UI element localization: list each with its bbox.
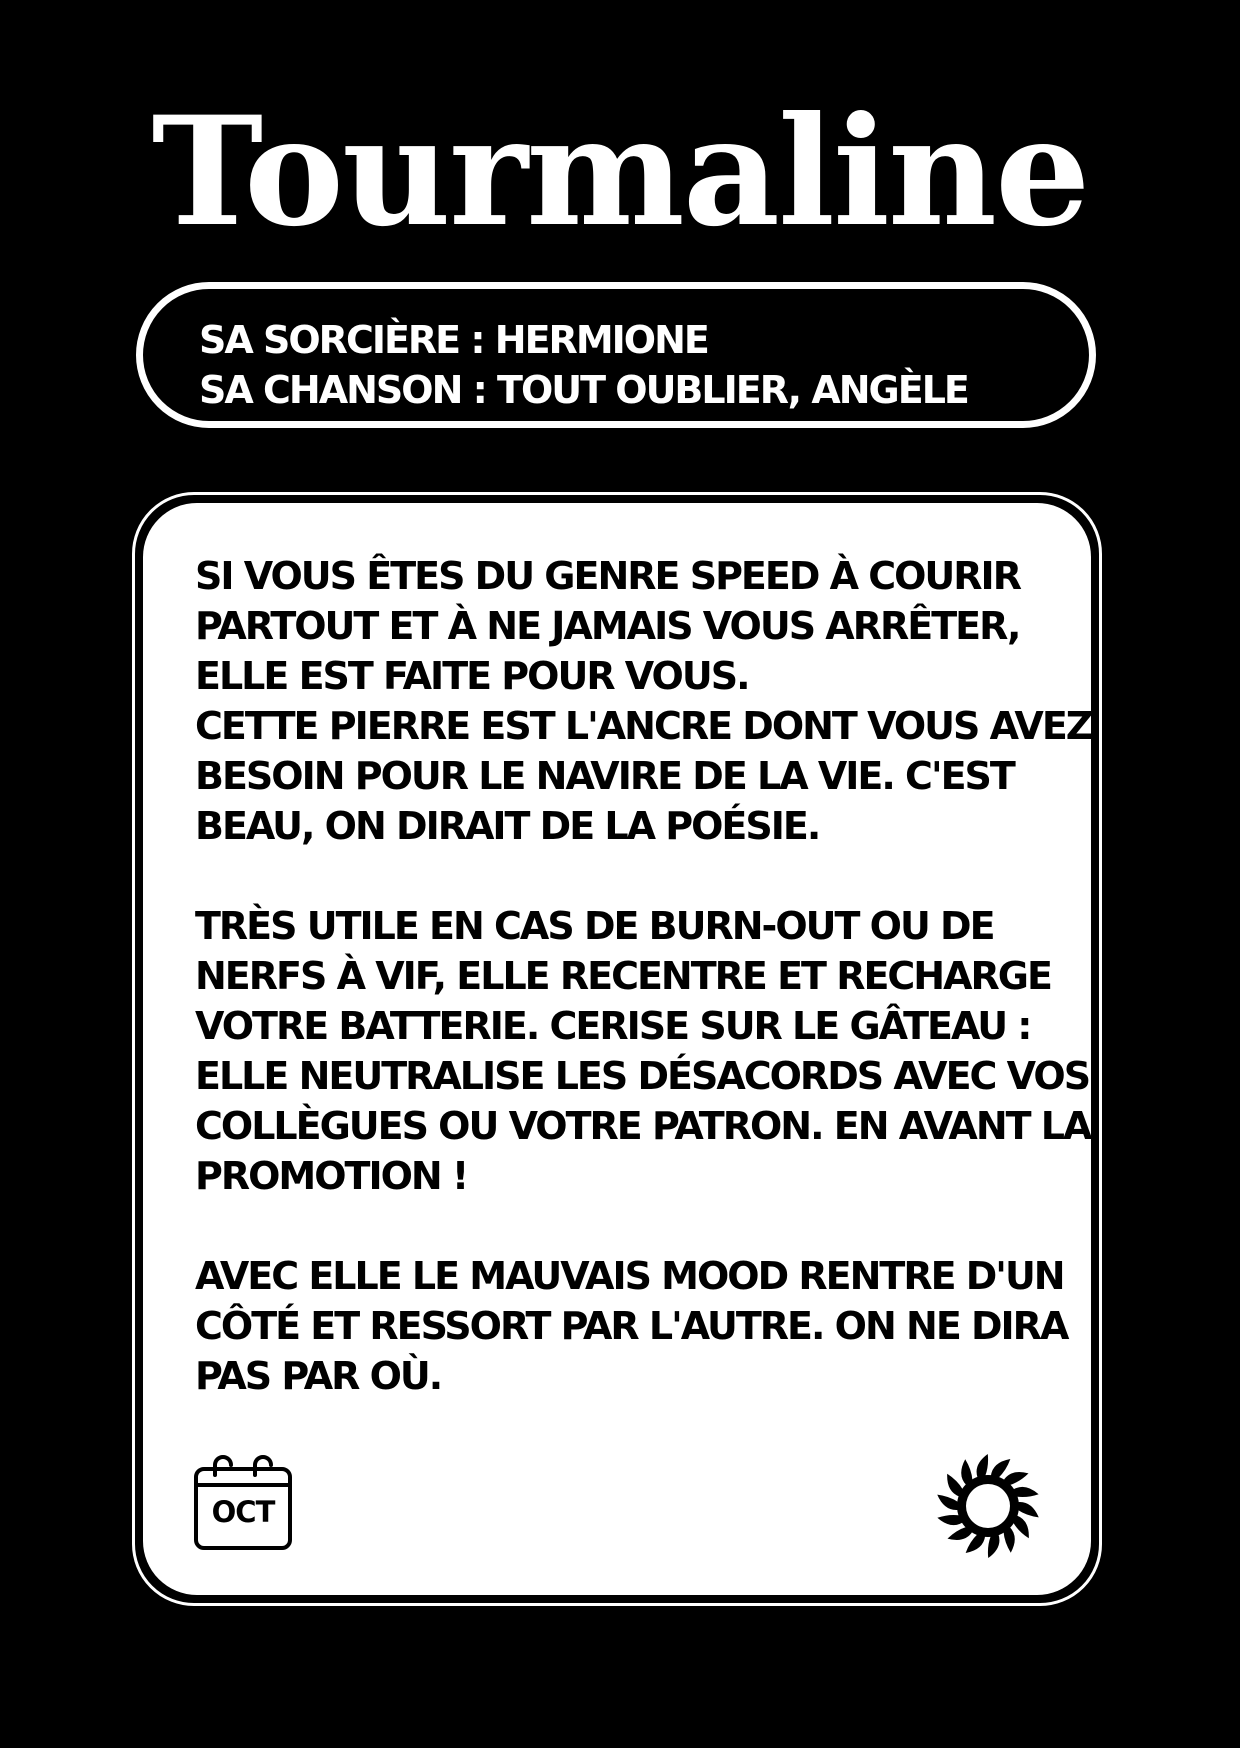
text-line: PARTOUT ET À NE JAMAIS VOUS ARRÊTER,: [195, 604, 1020, 648]
text-line: COLLÈGUES OU VOTRE PATRON. EN AVANT LA: [195, 1104, 1091, 1148]
text-line: BESOIN POUR LE NAVIRE DE LA VIE. C'EST: [195, 754, 1014, 798]
song-line: SA CHANSON : TOUT OUBLIER, ANGÈLE: [199, 368, 968, 412]
text-line: PAS PAR OÙ.: [195, 1354, 442, 1398]
sun-icon: [933, 1451, 1043, 1561]
text-line: VOTRE BATTERIE. CERISE SUR LE GÂTEAU :: [195, 1004, 1031, 1048]
sun-disc: [966, 1484, 1010, 1528]
info-pill: [136, 282, 1096, 428]
paragraph-gap: [195, 851, 1075, 901]
text-line: CÔTÉ ET RESSORT PAR L'AUTRE. ON NE DIRA: [195, 1304, 1068, 1348]
page-title: Tourmaline: [151, 84, 1089, 260]
description-text: [195, 551, 1092, 1401]
text-line: TRÈS UTILE EN CAS DE BURN-OUT OU DE: [195, 904, 994, 948]
text-line: CETTE PIERRE EST L'ANCRE DONT VOUS AVEZ: [195, 704, 1092, 748]
calendar-month: OCT: [211, 1495, 275, 1529]
description-card: [143, 503, 1091, 1595]
text-line: NERFS À VIF, ELLE RECENTRE ET RECHARGE: [195, 954, 1051, 998]
calendar-icon: [193, 1451, 293, 1551]
text-line: ELLE EST FAITE POUR VOUS.: [195, 654, 749, 698]
witch-line: SA SORCIÈRE : HERMIONE: [199, 318, 708, 362]
paragraph-gap: [195, 1201, 1075, 1251]
text-line: SI VOUS ÊTES DU GENRE SPEED À COURIR: [195, 554, 1020, 598]
text-line: BEAU, ON DIRAIT DE LA POÉSIE.: [195, 804, 820, 848]
text-line: AVEC ELLE LE MAUVAIS MOOD RENTRE D'UN: [195, 1254, 1064, 1298]
text-line: PROMOTION !: [195, 1154, 468, 1198]
text-line: ELLE NEUTRALISE LES DÉSACORDS AVEC VOS: [195, 1054, 1090, 1098]
